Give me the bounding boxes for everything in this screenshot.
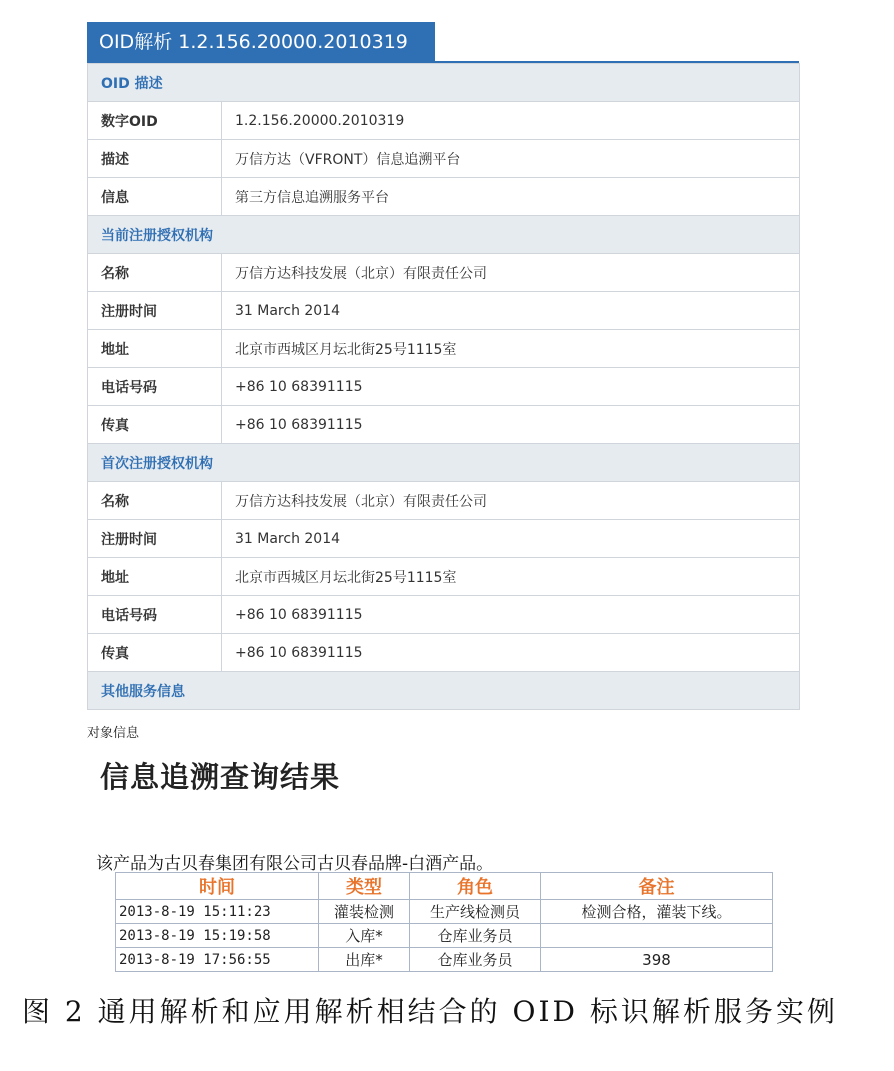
section-title: 其他服务信息 xyxy=(88,672,800,710)
row-key: 数字OID xyxy=(88,102,222,140)
column-header-remark: 备注 xyxy=(541,873,773,900)
info-row xyxy=(88,368,800,406)
section-header-current-registrar xyxy=(88,216,800,254)
cell-time: 2013-8-19 17:56:55 xyxy=(116,948,319,972)
row-key: 注册时间 xyxy=(88,520,222,558)
section-title: OID 描述 xyxy=(88,64,800,102)
info-row xyxy=(88,254,800,292)
row-value: 31 March 2014 xyxy=(222,520,800,558)
oid-panel-tab-title: OID解析 1.2.156.20000.2010319 xyxy=(87,22,435,62)
cell-role: 仓库业务员 xyxy=(410,948,541,972)
cell-type: 灌装检测 xyxy=(319,900,410,924)
info-row xyxy=(88,330,800,368)
row-value: 1.2.156.20000.2010319 xyxy=(222,102,800,140)
trace-results-title: 信息追溯查询结果 xyxy=(100,760,341,794)
info-row xyxy=(88,558,800,596)
row-value: 北京市西城区月坛北街25号1115室 xyxy=(222,558,800,596)
oid-info-table xyxy=(87,63,800,710)
section-title: 首次注册授权机构 xyxy=(88,444,800,482)
row-value: +86 10 68391115 xyxy=(222,406,800,444)
row-value: +86 10 68391115 xyxy=(222,368,800,406)
row-value: +86 10 68391115 xyxy=(222,634,800,672)
info-row xyxy=(88,596,800,634)
table-row xyxy=(116,924,773,948)
info-row xyxy=(88,292,800,330)
row-key: 信息 xyxy=(88,178,222,216)
trace-product-description: 该产品为古贝春集团有限公司古贝春品牌-白酒产品。 xyxy=(96,854,494,874)
trace-results-table xyxy=(115,872,773,972)
row-key: 名称 xyxy=(88,482,222,520)
cell-remark xyxy=(541,924,773,948)
row-key: 描述 xyxy=(88,140,222,178)
cell-remark: 398 xyxy=(541,948,773,972)
column-header-role: 角色 xyxy=(410,873,541,900)
cell-role: 生产线检测员 xyxy=(410,900,541,924)
row-value: 第三方信息追溯服务平台 xyxy=(222,178,800,216)
row-value: 31 March 2014 xyxy=(222,292,800,330)
figure-caption: 图 2 通用解析和应用解析相结合的 OID 标识解析服务实例 xyxy=(22,995,838,1028)
row-key: 电话号码 xyxy=(88,368,222,406)
info-row xyxy=(88,634,800,672)
section-header-oid-description xyxy=(88,64,800,102)
info-row xyxy=(88,140,800,178)
column-header-type: 类型 xyxy=(319,873,410,900)
section-header-first-registrar xyxy=(88,444,800,482)
cell-type: 入库* xyxy=(319,924,410,948)
cell-time: 2013-8-19 15:11:23 xyxy=(116,900,319,924)
cell-remark: 检测合格，灌装下线。 xyxy=(541,900,773,924)
row-key: 地址 xyxy=(88,330,222,368)
row-key: 传真 xyxy=(88,406,222,444)
row-key: 注册时间 xyxy=(88,292,222,330)
object-info-caption: 对象信息 xyxy=(87,726,140,741)
info-row xyxy=(88,520,800,558)
info-row xyxy=(88,482,800,520)
column-header-time: 时间 xyxy=(116,873,319,900)
row-value: 万信方达科技发展（北京）有限责任公司 xyxy=(222,482,800,520)
row-key: 地址 xyxy=(88,558,222,596)
row-key: 名称 xyxy=(88,254,222,292)
row-value: 北京市西城区月坛北街25号1115室 xyxy=(222,330,800,368)
row-key: 电话号码 xyxy=(88,596,222,634)
section-title: 当前注册授权机构 xyxy=(88,216,800,254)
row-value: 万信方达科技发展（北京）有限责任公司 xyxy=(222,254,800,292)
table-row xyxy=(116,948,773,972)
cell-role: 仓库业务员 xyxy=(410,924,541,948)
info-row xyxy=(88,102,800,140)
row-value: 万信方达（VFRONT）信息追溯平台 xyxy=(222,140,800,178)
cell-time: 2013-8-19 15:19:58 xyxy=(116,924,319,948)
cell-type: 出库* xyxy=(319,948,410,972)
row-key: 传真 xyxy=(88,634,222,672)
row-value: +86 10 68391115 xyxy=(222,596,800,634)
info-row xyxy=(88,406,800,444)
info-row xyxy=(88,178,800,216)
trace-header-row xyxy=(116,873,773,900)
section-header-other-services xyxy=(88,672,800,710)
table-row xyxy=(116,900,773,924)
